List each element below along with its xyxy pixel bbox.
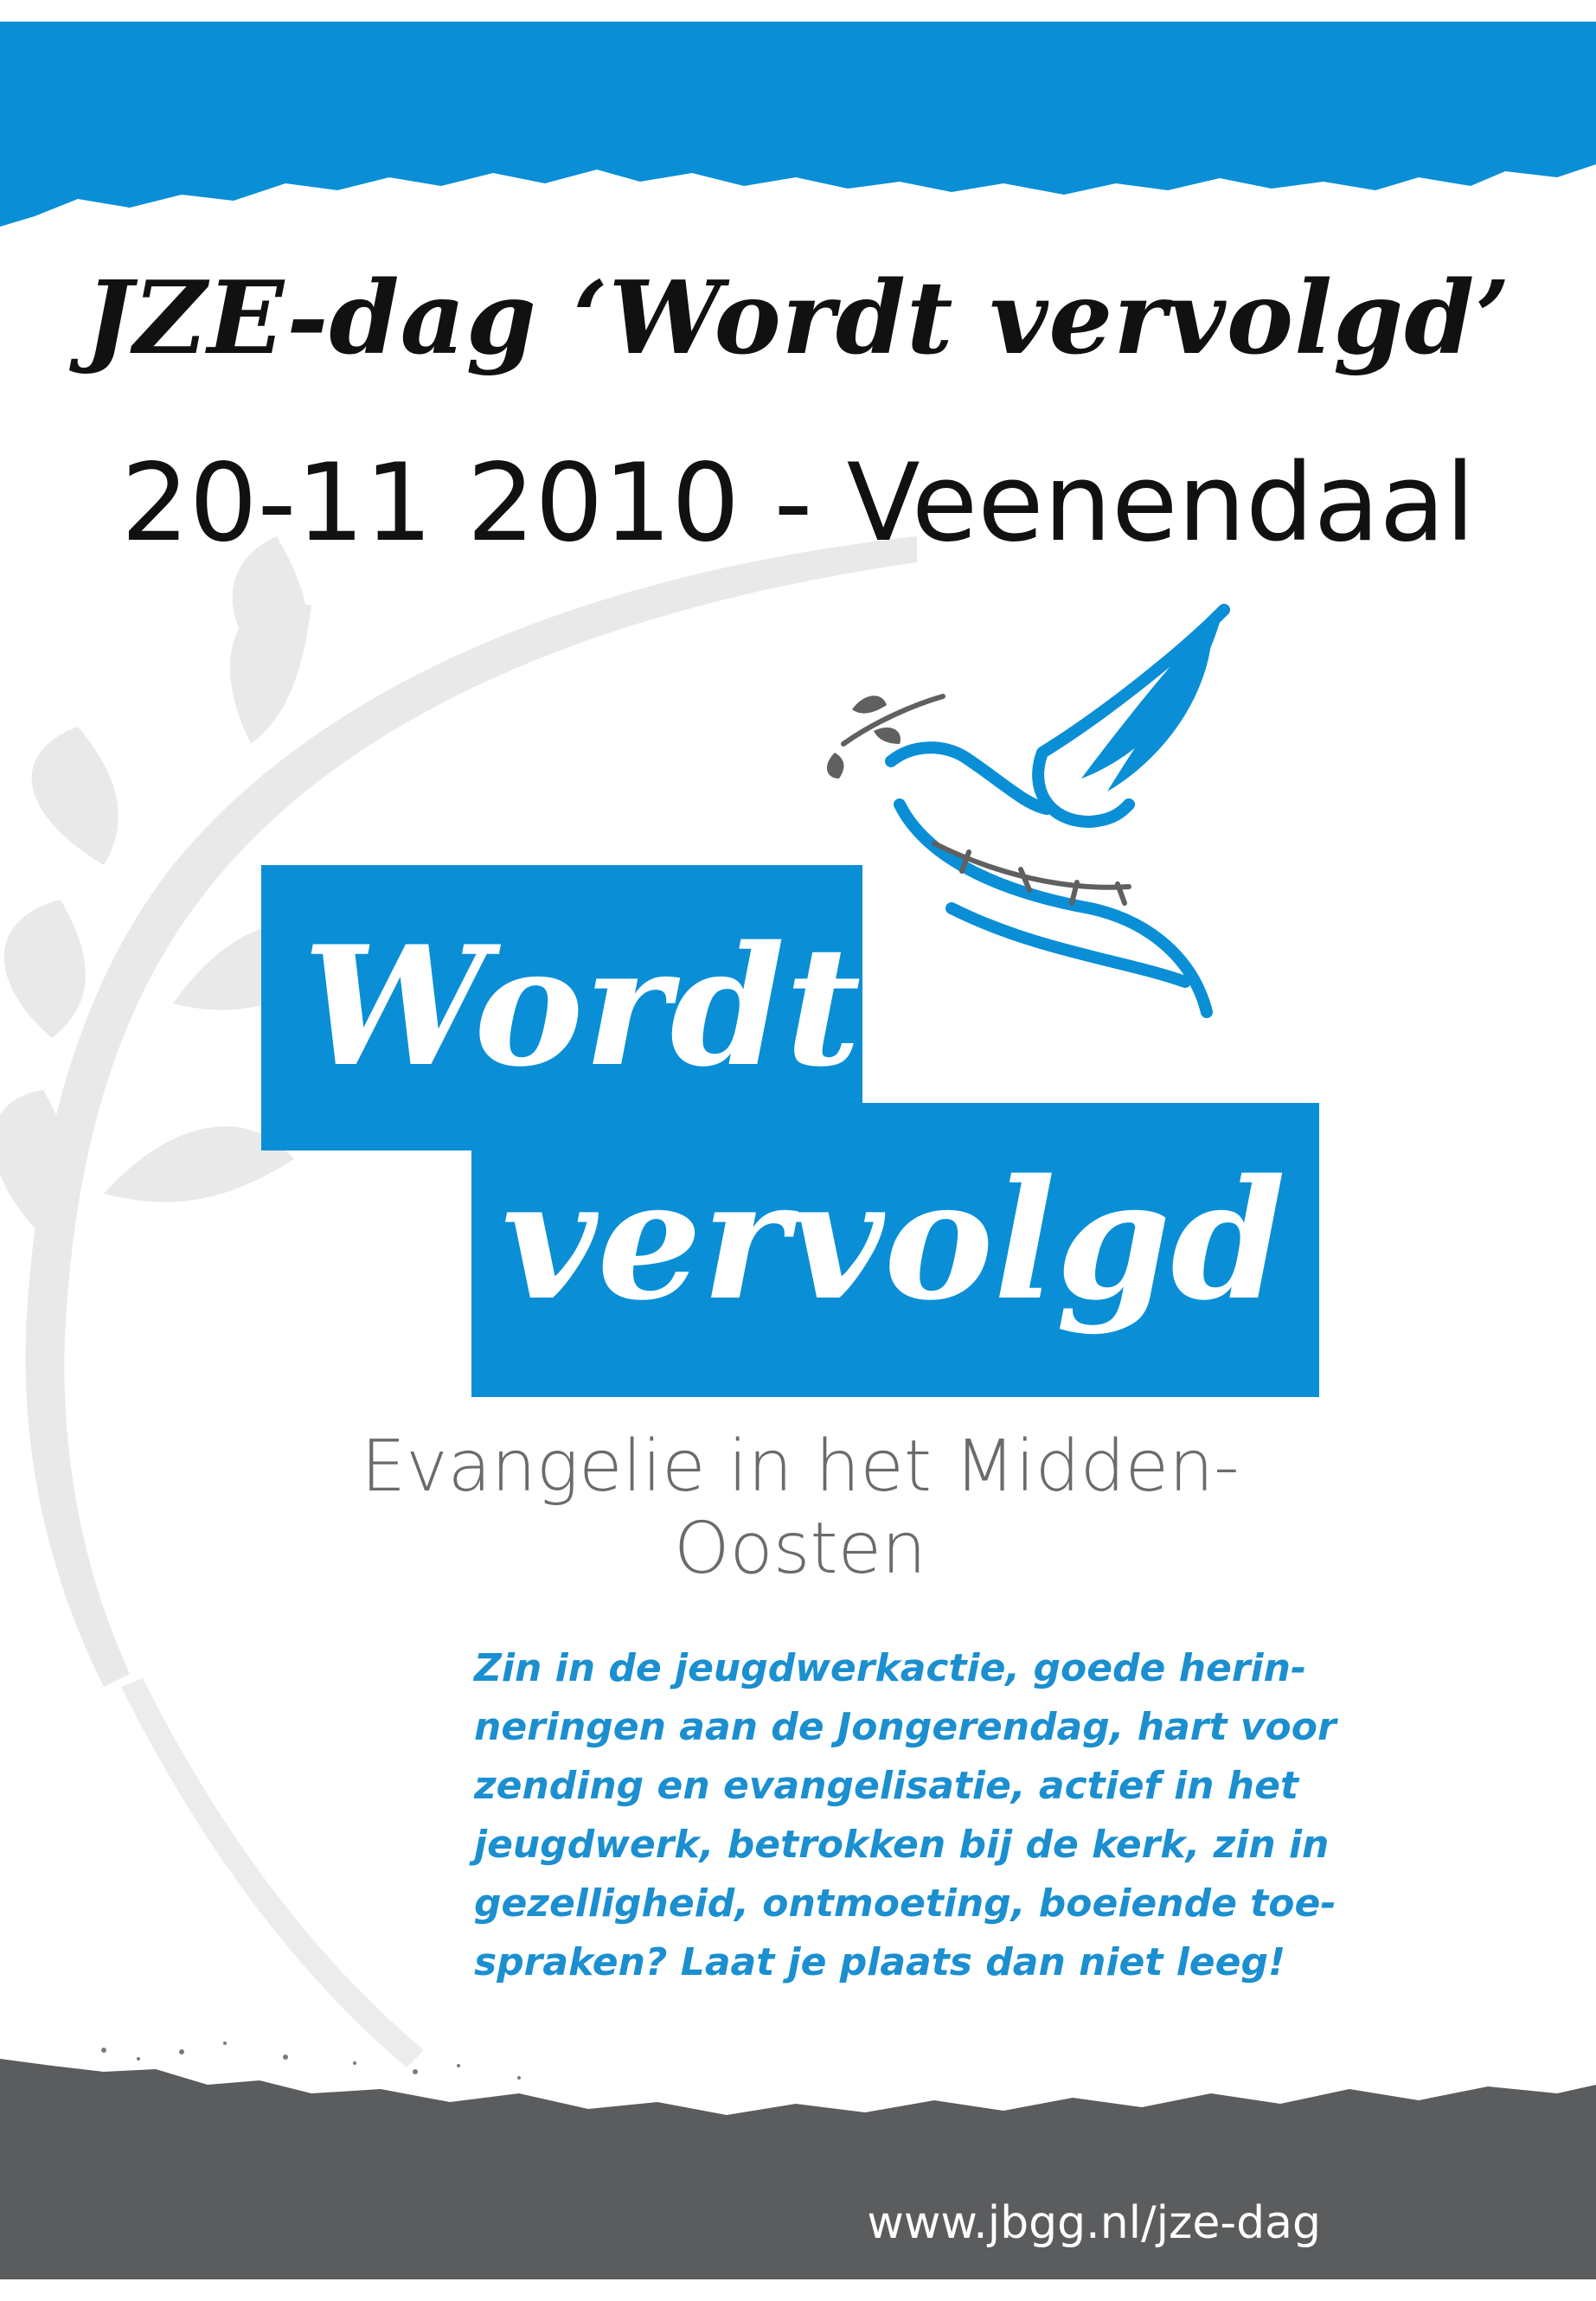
logo-line-1: Wordt [303,910,862,1103]
tagline: Evangelie in het Midden-Oosten [361,1426,1240,1590]
intro-paragraph: Zin in de jeugdwerkactie, goede herin- neringen aan de Jongerendag, hart voor zending en evangelisatie, actief in het jeugdwerk, betrokken bij de kerk, zin in gezelligheid, ontmoeting, boeiende toe- spraken? Laat je plaats dan niet leeg! [474,1646,1336,1984]
event-date-location: 20-11 2010 - Veenendaal [120,441,1476,566]
page-title: JZE-dag ‘Wordt vervolgd’ [85,260,1511,377]
dove-with-olive-branch-and-barbed-wire-icon [0,0,1596,1107]
logo-line-2: vervolgd [502,1144,1286,1336]
website-url: www.jbgg.nl/jze-dag [867,2197,1321,2249]
